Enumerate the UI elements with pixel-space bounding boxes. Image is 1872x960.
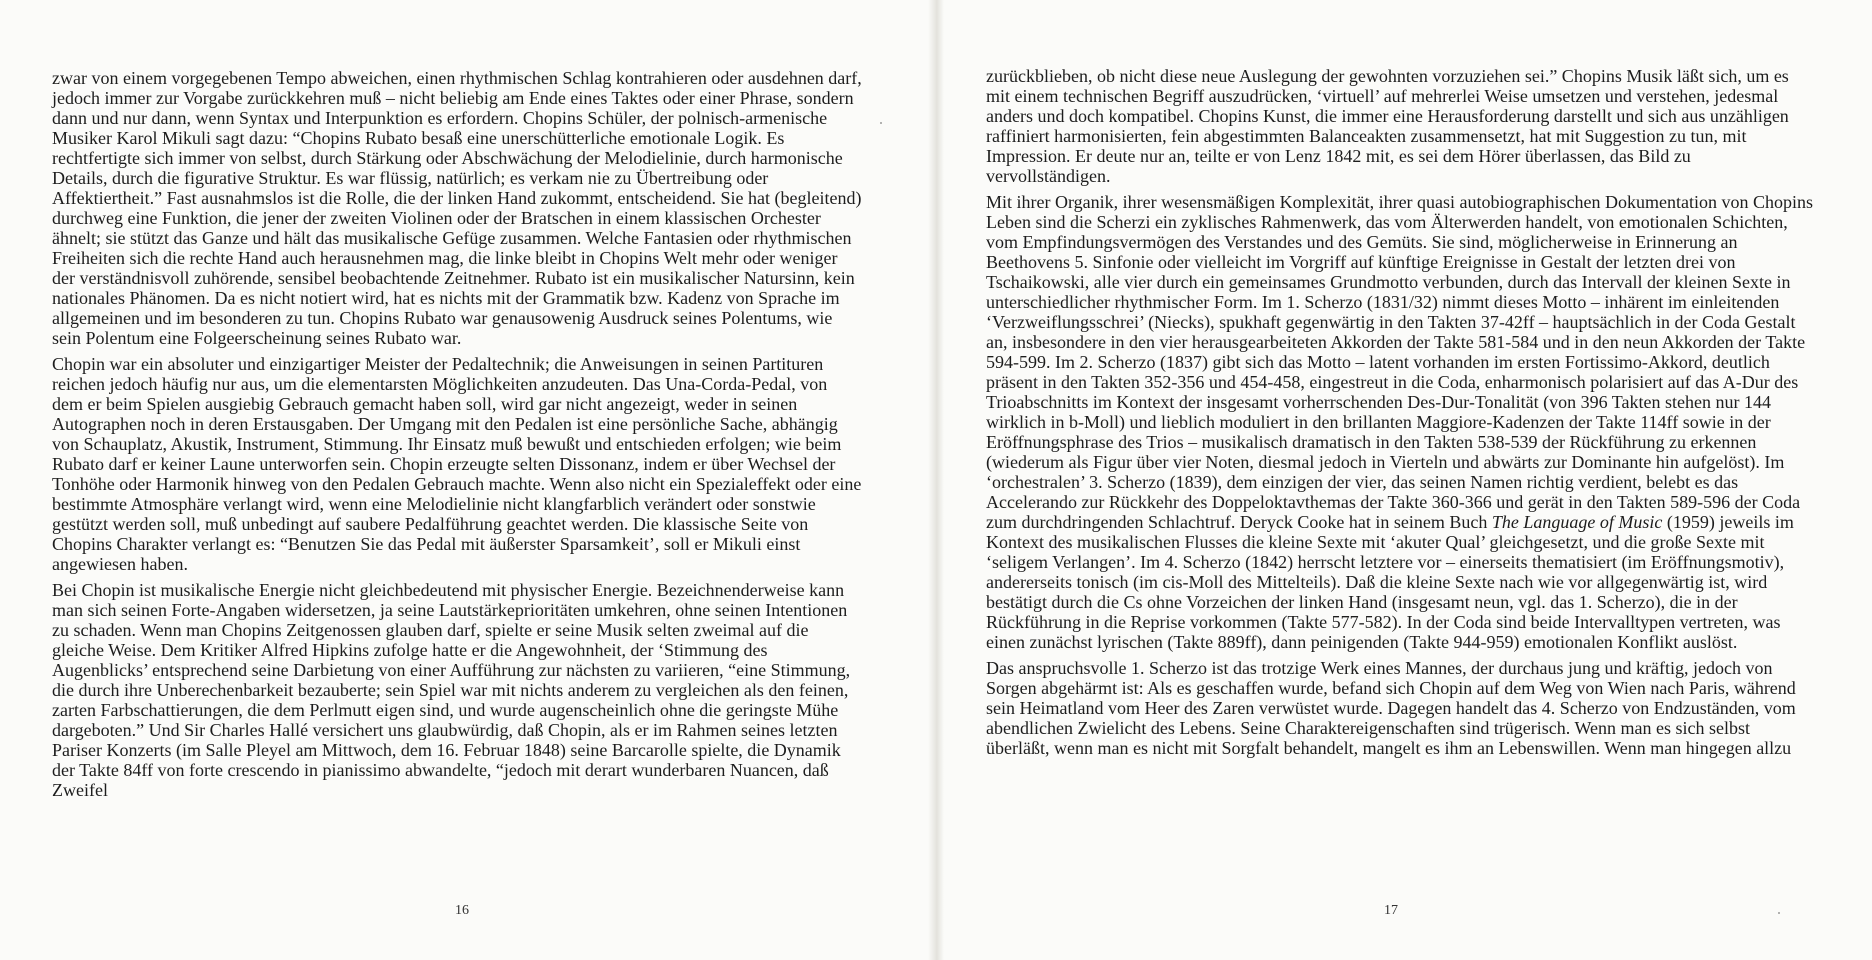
page-number-right: 17 <box>1384 903 1398 918</box>
right-paragraph-2-part-2: (1959) jeweils im Kontext des musikalischen Flusses die kleine Sexte mit ‘akuter Qual’ gleichgesetzt, und die große Sexte mit ‘seligem Verlangen’. Im 4. Scherzo (1842) herrscht letztere vor – einerseits thematisiert (im Eröffnungsmotiv), andererseits tonisch (im cis-Moll des Mittelteils). Daß die kleine Sexte nach wie vor allgegenwärtig ist, wird bestätigt durch die Cs ohne Vorzeichen der linken Hand (insgesamt neun, vgl. das 1. Scherzo), die in der Rückführung in die Reprise vorkommen (Takte 577-582). In der Coda sind beide Intervalltypen vertreten, was einen zunächst lyrischen (Takte 889ff), dann peinigenden (Takte 944-959) emotionalen Konflikt auslöst. <box>986 512 1794 652</box>
left-paragraph-1: zwar von einem vorgegebenen Tempo abweichen, einen rhythmischen Schlag kontrahieren oder ausdehnen darf, jedoch immer zur Vorgabe zurückkehren muß – nicht beliebig am Ende eines Taktes oder einer Phrase, sondern dann und nur dann, wenn Syntax und Interpunktion es erfordern. Chopins Schüler, der polnisch-armenische Musiker Karol Mikuli sagt dazu: “Chopins Rubato besaß eine unerschütterliche emotionale Logik. Es rechtfertigte sich immer von selbst, durch Stärkung oder Abschwächung der Melodielinie, durch harmonische Details, durch die figurative Struktur. Es war flüssig, natürlich; es verkam nie zu Übertreibung oder Affektiertheit.” Fast ausnahmslos ist die Rolle, die der linken Hand zukommt, entscheidend. Sie hat (begleitend) durchweg eine Funktion, die jener der zweiten Violinen oder der Bratschen in einem klassischen Orchester ähnelt; sie stützt das Ganze und hält das musikalische Gefüge zusammen. Welche Fantasien oder rhythmischen Freiheiten sich die rechte Hand auch herausnehmen mag, die linke bleibt in Chopins Welt mehr oder weniger der verständnisvoll zuhörende, sensibel beobachtende Zeitnehmer. Rubato ist ein musikalischer Natursinn, kein nationales Phänomen. Da es nicht notiert wird, hat es nichts mit der Grammatik bzw. Kadenz von Sprache im allgemeinen und im besonderen zu tun. Chopins Rubato war genausowenig Ausdruck seines Polentums, wie sein Polentum eine Folgeerscheinung seines Rubato war. <box>52 68 862 348</box>
right-paragraph-2 <box>986 192 1816 652</box>
left-paragraph-2: Chopin war ein absoluter und einzigartiger Meister der Pedaltechnik; die Anweisungen in seinen Partituren reichen jedoch häufig nur aus, um die elementarsten Möglichkeiten anzudeuten. Das Una-Corda-Pedal, von dem er beim Spielen ausgiebig Gebrauch gemacht haben soll, wird gar nicht angezeigt, weder in seinen Autographen noch in deren Erstausgaben. Der Umgang mit den Pedalen ist eine persönliche Sache, abhängig von Schauplatz, Akustik, Instrument, Stimmung. Ihr Einsatz muß bewußt und entschieden erfolgen; wie beim Rubato darf er keiner Laune unterworfen sein. Chopin erzeugte selten Dissonanz, indem er über Wechsel der Tonhöhe oder Harmonik hinweg von den Pedalen Gebrauch machte. Wenn also nicht ein Spezialeffekt oder eine bestimmte Atmosphäre verlangt wird, wenn eine Melodielinie nicht klangfarblich verändert oder sonstwie gestützt werden soll, muß unbedingt auf saubere Pedalführung geachtet werden. Die klassische Seite von Chopins Charakter verlangt es: “Benutzen Sie das Pedal mit äußerster Sparsamkeit’, soll er Mikuli einst angewiesen haben. <box>52 354 862 574</box>
right-page <box>936 0 1872 960</box>
left-page-text <box>52 68 862 806</box>
right-paragraph-2-part-1: Mit ihrer Organik, ihrer wesensmäßigen Komplexität, ihrer quasi autobiographischen Dokumentation von Chopins Leben sind die Scherzi ein zyklisches Rahmenwerk, das vom Älterwerden handelt, von emotionalen Schichten, vom Empfindungsvermögen des Verstandes und des Gemüts. Sie sind, möglicherweise in Erinnerung an Beethovens 5. Sinfonie oder vielleicht im Vorgriff auf künftige Ereignisse in Gestalt der letzten drei von Tschaikowski, alle vier durch ein gemeinsames Grundmotto verbunden, durch das Intervall der kleinen Sexte in unterschiedlicher rhythmischer Form. Im 1. Scherzo (1831/32) nimmt dieses Motto – inhärent im einleitenden ‘Verzweiflungsschrei’ (Niecks), spukhaft gegenwärtig in den Takten 37-42ff – hauptsächlich in der Coda Gestalt an, insbesondere in den vier herausgearbeiteten Akkorden der Takte 581-584 und in den neun Akkorden der Takte 594-599. Im 2. Scherzo (1837) gibt sich das Motto – latent vorhanden im ersten Fortissimo-Akkord, deutlich präsent in den Takten 352-356 und 454-458, eingestreut in die Coda, enharmonisch polarisiert auf das A-Dur des Trioabschnitts im Kontext der insgesamt vorherrschenden Des-Dur-Tonalität (von 396 Takten stehen nur 144 wirklich in b-Moll) und lieblich moduliert in den brillanten Maggiore-Kadenzen der Takte 114ff sowie in der Eröffnungsphrase des Trios – musikalisch dramatisch in den Takten 538-539 der Rückführung zu erkennen (wiederum als Figur über vier Noten, diesmal jedoch in Vierteln und abwärts zur Dominante hin aufgelöst). Im ‘orchestralen’ 3. Scherzo (1839), dem einzigen der vier, das seinen Namen richtig verdient, belebt es das Accelerando zur Rückkehr des Doppeloktavthemas der Takte 360-366 und gerät in den Takten 589-596 der Coda zum durchdringenden Schlachtruf. Deryck Cooke hat in seinem Buch <box>986 192 1813 532</box>
right-paragraph-3: Das anspruchsvolle 1. Scherzo ist das trotzige Werk eines Mannes, der durchaus jung und kräftig, jedoch von Sorgen abgehärmt ist: Als es geschaffen wurde, befand sich Chopin auf dem Weg von Wien nach Paris, während sein Heimatland vom Heer des Zaren verwüstet wurde. Dagegen handelt das 4. Scherzo von Endzuständen, vom abendlichen Zwielicht des Lebens. Seine Charaktereigenschaften sind trügerisch. Wenn man es sich selbst überläßt, wenn man es nicht mit Sorgfalt behandelt, mangelt es ihm an Lebenswillen. Wenn man hingegen allzu <box>986 658 1796 758</box>
right-paragraph-1: zurückblieben, ob nicht diese neue Auslegung der gewohnten vorzuziehen sei.” Chopins Musik läßt sich, um es mit einem technischen Begriff auszudrücken, ‘virtuell’ auf mehrerlei Weise umsetzen und verstehen, jedesmal anders und doch kompatibel. Chopins Kunst, die immer eine Herausforderung darstellt und sich aus unzähligen raffiniert harmonisierten, fein abgestimmten Balanceakten zusammensetzt, hat mit Suggestion zu tun, mit Impression. Er deute nur an, teilte er von Lenz 1842 mit, es sei dem Hörer überlassen, das Bild zu vervollständigen. <box>986 66 1789 186</box>
left-paragraph-3: Bei Chopin ist musikalische Energie nicht gleichbedeutend mit physischer Energie. Bezeichnenderweise kann man sich seinen Forte-Angaben widersetzen, ja seine Lautstärkeprioritäten umkehren, ohne seinen Intentionen zu schaden. Wenn man Chopins Zeitgenossen glauben darf, spielte er seine Musik selten zweimal auf die gleiche Weise. Dem Kritiker Alfred Hipkins zufolge hatte er die Angewohnheit, der ‘Stimmung des Augenblicks’ entsprechend seine Darbietung von einer Aufführung zur nächsten zu variieren, “eine Stimmung, die durch ihre Unberechenbarkeit bezauberte; sein Spiel war mit nichts anderem zu vergleichen als den feinen, zarten Farbschattierungen, die dem Perlmutt eigen sind, und wurde augenscheinlich ohne die geringste Mühe dargeboten.” Und Sir Charles Hallé versichert uns glaubwürdig, daß Chopin, als er im Rahmen seines letzten Pariser Konzerts (im Salle Pleyel am Mittwoch, dem 16. Februar 1848) seine Barcarolle spielte, die Dynamik der Takte 84ff von forte crescendo in pianissimo abwandelte, “jedoch mit derart wunderbaren Nuancen, daß Zweifel <box>52 580 851 800</box>
paper-speck <box>1778 912 1780 914</box>
right-page-text <box>986 66 1816 764</box>
paper-speck <box>880 122 882 124</box>
book-title: The Language of Music <box>1491 512 1663 532</box>
book-gutter <box>928 0 944 960</box>
page-number-left: 16 <box>455 903 469 918</box>
